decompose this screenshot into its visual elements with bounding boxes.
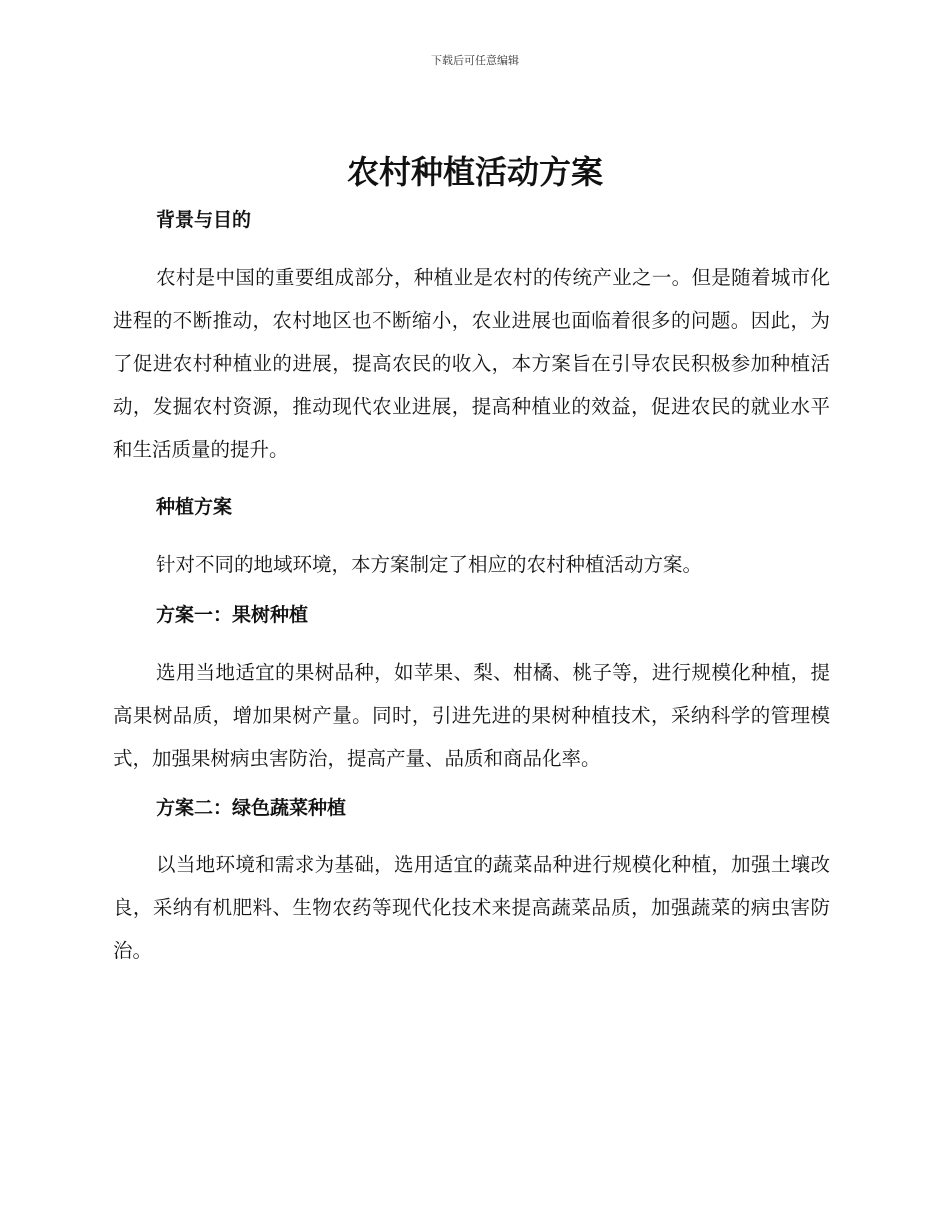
section-heading-background: 背景与目的 [156,209,252,231]
section-paragraph-planting-plan: 针对不同的地域环境，本方案制定了相应的农村种植活动方案。 [156,553,703,576]
section-heading-planting-plan: 种植方案 [156,496,233,518]
section-paragraph-background: 农村是中国的重要组成部分，种植业是农村的传统产业之一。但是随着城市化进程的不断推动，农村地区也不断缩小，农业进展也面临着很多的问题。因此，为了促进农村种植业的进展，提高农民的收入，本方案旨在引导农民积极参加种植活动，发掘农村资源，推动现代农业进展，提高种植业的效益，促进农民的就业水平和生活质量的提升。 [113,266,830,461]
header-note: 下载后可任意编辑 [431,54,519,67]
document-body [113,203,830,972]
document-title: 农村种植活动方案 [346,153,603,191]
section-paragraph-plan-two: 以当地环境和需求为基础，选用适宜的蔬菜品种进行规模化种植，加强土壤改良，采纳有机肥料、生物农药等现代化技术来提高蔬菜品质，加强蔬菜的病虫害防治。 [113,853,830,962]
section-heading-plan-two: 方案二：绿色蔬菜种植 [156,797,347,819]
section-heading-plan-one: 方案一：果树种植 [156,604,309,626]
section-paragraph-plan-one: 选用当地适宜的果树品种，如苹果、梨、柑橘、桃子等，进行规模化种植，提高果树品质，增加果树产量。同时，引进先进的果树种植技术，采纳科学的管理模式，加强果树病虫害防治，提高产量、品质和商品化率。 [113,661,830,770]
